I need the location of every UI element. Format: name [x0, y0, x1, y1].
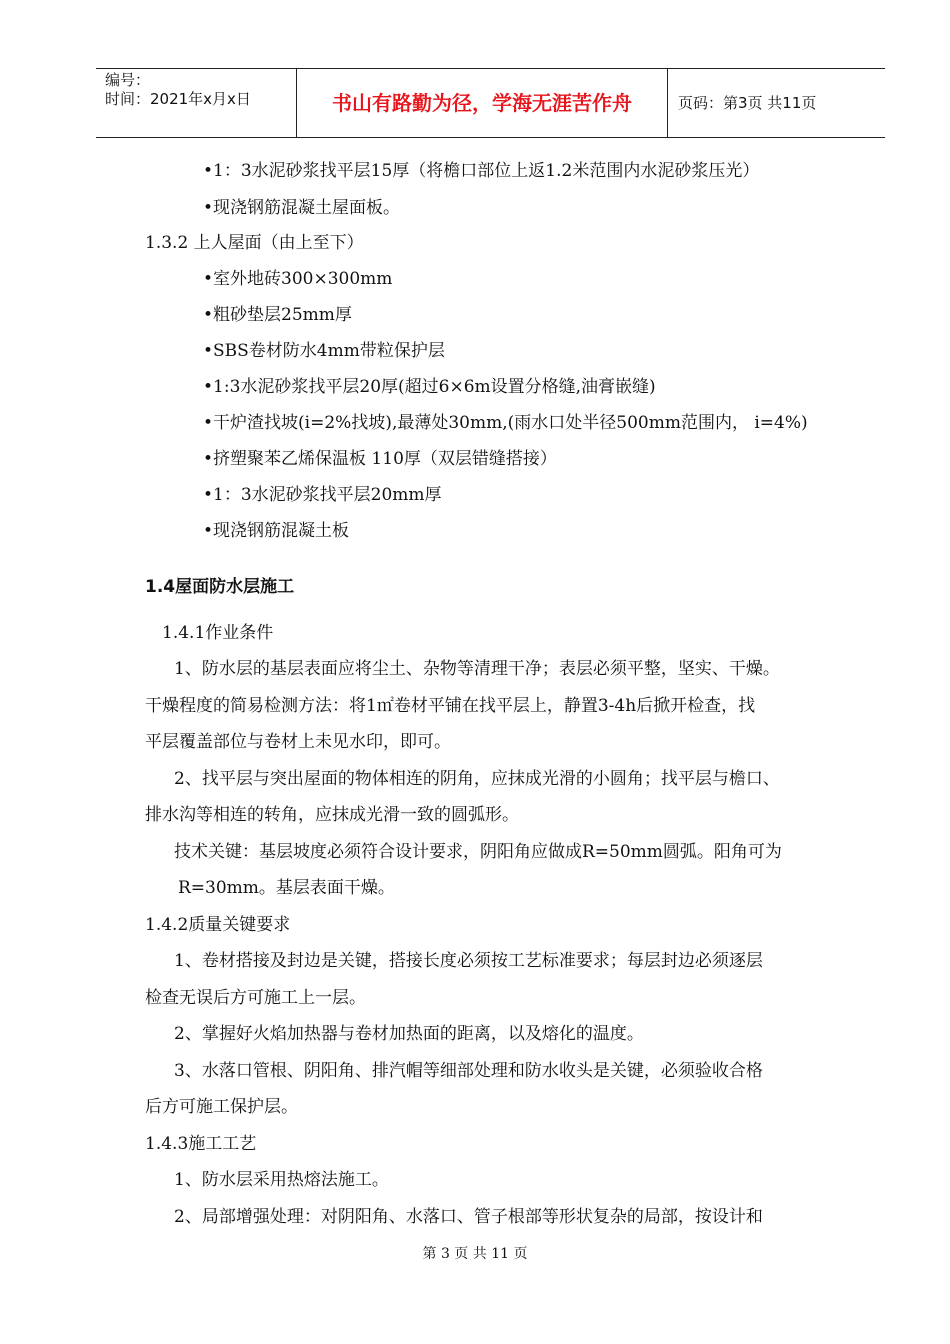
document-time-label: 时间：2021年x月x日 — [105, 90, 251, 108]
body-line: 1、防水层的基层表面应将尘土、杂物等清理干净；表层必须平整，坚实、干燥。 — [174, 659, 780, 679]
body-line: •1：3水泥砂浆找平层20mm厚 — [203, 485, 442, 505]
body-line: •挤塑聚苯乙烯保温板 110厚（双层错缝搭接） — [203, 449, 557, 469]
page-header — [96, 68, 885, 138]
body-line: •1:3水泥砂浆找平层20厚(超过6×6m设置分格缝,油膏嵌缝) — [203, 377, 656, 397]
section-heading: 1.4屋面防水层施工 — [145, 577, 295, 597]
page-footer: 第 3 页 共 11 页 — [422, 1246, 528, 1262]
body-line: •SBS卷材防水4mm带粒保护层 — [203, 341, 445, 361]
header-slogan: 书山有路勤为径，学海无涯苦作舟 — [297, 69, 668, 137]
body-line: 1、卷材搭接及封边是关键，搭接长度必须按工艺标准要求；每层封边必须逐层 — [174, 951, 763, 971]
subsection-heading: 1.4.3施工工艺 — [145, 1134, 257, 1154]
body-line: •现浇钢筋混凝土板 — [203, 521, 350, 541]
body-line: •室外地砖300×300mm — [203, 269, 393, 289]
header-page-label: 页码：第3页 共11页 — [678, 94, 817, 112]
body-line: 技术关键：基层坡度必须符合设计要求，阴阳角应做成R=50mm圆弧。阳角可为 — [174, 842, 782, 862]
body-line: •1：3水泥砂浆找平层15厚（将檐口部位上返1.2米范围内水泥砂浆压光） — [203, 161, 760, 181]
body-line: 3、水落口管根、阴阳角、排汽帽等细部处理和防水收头是关键，必须验收合格 — [174, 1061, 763, 1081]
body-line: 1、防水层采用热熔法施工。 — [174, 1170, 389, 1190]
body-line: 排水沟等相连的转角，应抹成光滑一致的圆弧形。 — [145, 805, 519, 825]
subsection-heading: 1.3.2 上人屋面（由上至下） — [145, 233, 364, 253]
body-line: 检查无误后方可施工上一层。 — [145, 988, 366, 1008]
body-line: 干燥程度的简易检测方法：将1㎡卷材平铺在找平层上，静置3-4h后掀开检查，找 — [145, 696, 756, 716]
header-meta — [96, 69, 297, 137]
body-line: 平层覆盖部位与卷材上未见水印，即可。 — [145, 732, 451, 752]
subsection-heading: 1.4.1作业条件 — [162, 623, 274, 643]
body-line: 2、局部增强处理：对阴阳角、水落口、管子根部等形状复杂的局部，按设计和 — [174, 1207, 763, 1227]
body-line: 后方可施工保护层。 — [145, 1097, 298, 1117]
body-line: R=30mm。基层表面干燥。 — [178, 878, 395, 898]
body-line: 2、掌握好火焰加热器与卷材加热面的距离，以及熔化的温度。 — [174, 1024, 644, 1044]
subsection-heading: 1.4.2质量关键要求 — [145, 915, 291, 935]
body-line: •粗砂垫层25mm厚 — [203, 305, 352, 325]
body-line: •干炉渣找坡(i=2%找坡),最薄处30mm,(雨水口处半径500mm范围内， i=4%) — [203, 413, 808, 433]
body-line: •现浇钢筋混凝土屋面板。 — [203, 198, 401, 218]
document-number-label: 编号： — [105, 71, 151, 89]
body-line: 2、找平层与突出屋面的物体相连的阴角，应抹成光滑的小圆角；找平层与檐口、 — [174, 769, 780, 789]
